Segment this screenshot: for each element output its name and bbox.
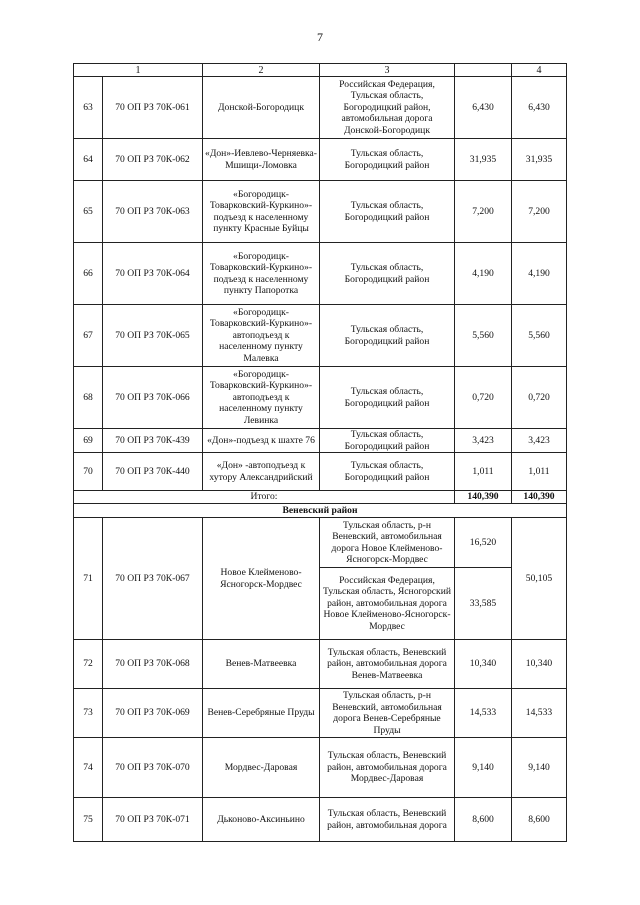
road-name: «Дон»-подъезд к шахте 76 bbox=[203, 429, 320, 453]
road-length: 33,585 bbox=[455, 568, 512, 640]
road-location: Тульская область, Богородицкий район bbox=[320, 429, 455, 453]
road-length: 0,720 bbox=[455, 367, 512, 429]
header-row bbox=[74, 64, 567, 77]
road-location: Тульская область, Богородицкий район bbox=[320, 367, 455, 429]
road-name: «Богородицк-Товарковский-Куркино»-подъезд к населенному пункту Папоротка bbox=[203, 243, 320, 305]
road-length: 6,430 bbox=[455, 77, 512, 139]
road-total-length: 6,430 bbox=[512, 77, 567, 139]
table-row bbox=[74, 77, 567, 139]
road-id: 70 ОП РЗ 70К-064 bbox=[103, 243, 203, 305]
row-number: 68 bbox=[74, 367, 103, 429]
row-number: 74 bbox=[74, 738, 103, 798]
road-id: 70 ОП РЗ 70К-067 bbox=[103, 518, 203, 640]
road-location: Тульская область, Богородицкий район bbox=[320, 453, 455, 491]
road-length: 16,520 bbox=[455, 518, 512, 568]
table-row bbox=[74, 640, 567, 689]
road-total-length: 0,720 bbox=[512, 367, 567, 429]
road-location: Российская Федерация, Тульская область, Богородицкий район, автомобильная дорога Донской-Богородицк bbox=[320, 77, 455, 139]
road-id: 70 ОП РЗ 70К-063 bbox=[103, 181, 203, 243]
header-cell-3b bbox=[455, 64, 512, 77]
road-location: Тульская область, Веневский район, автомобильная дорога Мордвес-Даровая bbox=[320, 738, 455, 798]
road-length: 5,560 bbox=[455, 305, 512, 367]
table-row bbox=[74, 429, 567, 453]
subtotal-label: Итого: bbox=[74, 491, 455, 504]
road-name: Мордвес-Даровая bbox=[203, 738, 320, 798]
road-total-length: 50,105 bbox=[512, 518, 567, 640]
road-total-length: 5,560 bbox=[512, 305, 567, 367]
road-location: Тульская область, р-н Веневский, автомобильная дорога Венев-Серебряные Пруды bbox=[320, 689, 455, 738]
road-id: 70 ОП РЗ 70К-439 bbox=[103, 429, 203, 453]
table-row bbox=[74, 798, 567, 842]
road-total-length: 10,340 bbox=[512, 640, 567, 689]
road-length: 8,600 bbox=[455, 798, 512, 842]
table-row bbox=[74, 243, 567, 305]
subtotal-length: 140,390 bbox=[455, 491, 512, 504]
road-length: 10,340 bbox=[455, 640, 512, 689]
table-row bbox=[74, 305, 567, 367]
road-total-length: 1,011 bbox=[512, 453, 567, 491]
road-name: «Богородицк-Товарковский-Куркино»-автоподъезд к населенному пункту Левинка bbox=[203, 367, 320, 429]
road-length: 14,533 bbox=[455, 689, 512, 738]
table-row bbox=[74, 367, 567, 429]
row-number: 66 bbox=[74, 243, 103, 305]
road-total-length: 8,600 bbox=[512, 798, 567, 842]
road-total-length: 31,935 bbox=[512, 139, 567, 181]
road-location: Тульская область, Богородицкий район bbox=[320, 305, 455, 367]
road-register-table bbox=[73, 63, 567, 842]
section-row bbox=[74, 504, 567, 518]
subtotal-row bbox=[74, 491, 567, 504]
table-row bbox=[74, 453, 567, 491]
road-length: 3,423 bbox=[455, 429, 512, 453]
road-length: 9,140 bbox=[455, 738, 512, 798]
road-name: Новое Клейменово-Ясногорск-Мордвес bbox=[203, 518, 320, 640]
row-number: 64 bbox=[74, 139, 103, 181]
road-name: «Богородицк-Товарковский-Куркино»-подъезд к населенному пункту Красные Буйцы bbox=[203, 181, 320, 243]
road-total-length: 3,423 bbox=[512, 429, 567, 453]
road-location: Тульская область, Веневский район, автомобильная дорога bbox=[320, 798, 455, 842]
road-id: 70 ОП РЗ 70К-065 bbox=[103, 305, 203, 367]
road-location: Тульская область, Веневский район, автомобильная дорога Венев-Матвеевка bbox=[320, 640, 455, 689]
row-number: 72 bbox=[74, 640, 103, 689]
header-cell-2: 2 bbox=[203, 64, 320, 77]
table-row bbox=[74, 689, 567, 738]
road-name: «Богородицк-Товарковский-Куркино»-автоподъезд к населенному пункту Малевка bbox=[203, 305, 320, 367]
road-name: Дьконово-Аксиньино bbox=[203, 798, 320, 842]
subtotal-total: 140,390 bbox=[512, 491, 567, 504]
table-row bbox=[74, 518, 567, 568]
header-cell-4: 4 bbox=[512, 64, 567, 77]
road-location: Российская Федерация, Тульская область, Ясногорский район, автомобильная дорога Новое Клейменово-Ясногорск-Мордвес bbox=[320, 568, 455, 640]
road-id: 70 ОП РЗ 70К-440 bbox=[103, 453, 203, 491]
road-name: Донской-Богородицк bbox=[203, 77, 320, 139]
road-name: Венев-Матвеевка bbox=[203, 640, 320, 689]
road-id: 70 ОП РЗ 70К-068 bbox=[103, 640, 203, 689]
row-number: 69 bbox=[74, 429, 103, 453]
road-location: Тульская область, Богородицкий район bbox=[320, 139, 455, 181]
road-total-length: 4,190 bbox=[512, 243, 567, 305]
row-number: 71 bbox=[74, 518, 103, 640]
road-length: 1,011 bbox=[455, 453, 512, 491]
road-total-length: 14,533 bbox=[512, 689, 567, 738]
road-length: 4,190 bbox=[455, 243, 512, 305]
row-number: 73 bbox=[74, 689, 103, 738]
road-id: 70 ОП РЗ 70К-071 bbox=[103, 798, 203, 842]
table-row bbox=[74, 139, 567, 181]
road-location: Тульская область, Богородицкий район bbox=[320, 243, 455, 305]
road-total-length: 9,140 bbox=[512, 738, 567, 798]
header-cell-3: 3 bbox=[320, 64, 455, 77]
road-name: Венев-Серебряные Пруды bbox=[203, 689, 320, 738]
table-row bbox=[74, 181, 567, 243]
header-cell-1: 1 bbox=[74, 64, 203, 77]
road-length: 31,935 bbox=[455, 139, 512, 181]
page-number: 7 bbox=[317, 30, 323, 44]
road-id: 70 ОП РЗ 70К-062 bbox=[103, 139, 203, 181]
row-number: 65 bbox=[74, 181, 103, 243]
section-title: Веневский район bbox=[74, 504, 567, 518]
road-location: Тульская область, Богородицкий район bbox=[320, 181, 455, 243]
table-row bbox=[74, 738, 567, 798]
road-name: «Дон»-Иевлево-Черняевка-Мшищи-Ломовка bbox=[203, 139, 320, 181]
row-number: 70 bbox=[74, 453, 103, 491]
road-id: 70 ОП РЗ 70К-069 bbox=[103, 689, 203, 738]
table-body bbox=[74, 64, 567, 842]
road-id: 70 ОП РЗ 70К-066 bbox=[103, 367, 203, 429]
road-id: 70 ОП РЗ 70К-070 bbox=[103, 738, 203, 798]
road-location: Тульская область, р-н Веневский, автомобильная дорога Новое Клейменово-Ясногорск-Мордвес bbox=[320, 518, 455, 568]
row-number: 75 bbox=[74, 798, 103, 842]
row-number: 63 bbox=[74, 77, 103, 139]
road-id: 70 ОП РЗ 70К-061 bbox=[103, 77, 203, 139]
road-total-length: 7,200 bbox=[512, 181, 567, 243]
road-name: «Дон» -автоподъезд к хутору Александрийский bbox=[203, 453, 320, 491]
row-number: 67 bbox=[74, 305, 103, 367]
road-length: 7,200 bbox=[455, 181, 512, 243]
